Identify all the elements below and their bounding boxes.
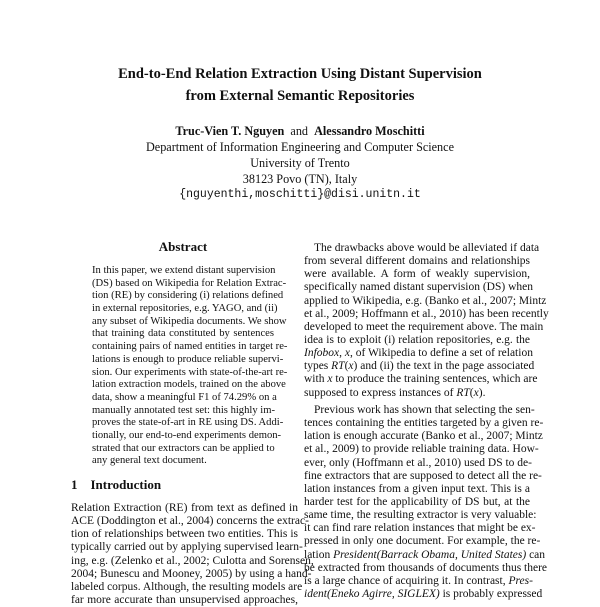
- text-line: [92, 417, 284, 430]
- text-line: [71, 541, 303, 554]
- text-segment: lations is enough to produce reliable supervi-: [92, 353, 284, 365]
- italic-text: Pres-: [508, 574, 533, 587]
- text-segment: sion. Our experiments with state-of-the-art re-: [92, 366, 288, 378]
- text-segment: ing, e.g. (Zelenko et al., 2002; Culotta and Sorensen,: [71, 554, 314, 567]
- text-line: [92, 265, 274, 278]
- text-line: [304, 430, 543, 443]
- text-segment: developed to meet the requirement above. The main: [304, 320, 544, 333]
- text-line: [304, 561, 548, 575]
- text-segment: applied to Wikipedia, e.g. (Banko et al., 2007; Mintz: [304, 294, 547, 307]
- text-line: [92, 290, 284, 303]
- text-line: [92, 328, 274, 341]
- text-segment: can: [526, 548, 546, 561]
- text-line: [304, 469, 542, 483]
- text-line: [304, 587, 543, 601]
- text-segment: tences containing the entities targeted by a given re-: [304, 417, 544, 430]
- text-line: [304, 360, 535, 373]
- text-line: [304, 548, 546, 562]
- department: Department of Information Engineering and Computer Science: [146, 140, 454, 154]
- text-segment: et al., 2009; Hoffmann et al., 2010) has been recently: [304, 307, 549, 320]
- text-segment: ACE (Doddington et al., 2004) concerns the extrac-: [71, 515, 309, 528]
- italic-text: x: [344, 347, 350, 360]
- text-line: [92, 353, 284, 367]
- text-segment: typically carried out by applying supervised learn-: [71, 541, 303, 554]
- text-segment: any general text document.: [92, 455, 207, 467]
- text-segment: fine extractors that are supposed to detect all the re-: [304, 469, 542, 482]
- text-line: [71, 594, 298, 607]
- text-line: [71, 554, 314, 568]
- text-line: [304, 404, 535, 417]
- text-segment: labeled corpus. Although, the resulting models are: [71, 580, 303, 593]
- text-segment: pressed in only one document. For example, the re-: [304, 535, 541, 548]
- text-segment: The drawbacks above would be alleviated if data: [314, 242, 540, 254]
- text-line: [304, 294, 547, 308]
- text-segment: in external repositories, e.g. YAGO, and (ii): [92, 303, 278, 315]
- text-segment: 2004; Bunescu and Mooney, 2005) by using a hand-: [71, 567, 312, 580]
- text-line: [304, 535, 541, 548]
- text-segment: from several different domains and relationships: [304, 255, 530, 268]
- text-line: [71, 580, 303, 594]
- text-segment: idea is to exploit (i) relation repositories, e.g. the: [304, 333, 530, 346]
- text-line: [304, 307, 549, 321]
- text-segment: it can find rare relation instances that might be ex-: [304, 522, 536, 535]
- text-segment: lation instances from a given input text. This is a: [304, 482, 530, 495]
- text-segment: (: [469, 386, 474, 399]
- author-1: Truc-Vien T. Nguyen: [175, 124, 285, 138]
- text-segment: is probably expressed: [439, 587, 543, 600]
- text-line: [304, 281, 533, 294]
- text-line: [304, 509, 537, 522]
- text-segment: et al., 2009) to provide reliable training data. How-: [304, 443, 539, 456]
- text-line: [92, 429, 282, 443]
- text-segment: lation is enough accurate (Banko et al., 2007; Mintz: [304, 430, 543, 443]
- italic-text: RT: [456, 386, 470, 399]
- text-line: [304, 347, 533, 360]
- text-segment: proves the state-of-art in RE using DS. Addi-: [92, 417, 284, 429]
- text-line: [304, 387, 530, 400]
- text-segment: any subset of Wikipedia documents. We show: [92, 315, 287, 327]
- text-segment: tionally, our end-to-end experiments demon-: [92, 429, 282, 441]
- text-line: [304, 334, 530, 347]
- text-line: [92, 277, 287, 291]
- text-segment: to produce the training sentences, which are: [332, 373, 538, 386]
- text-segment: manually annotated test set: this highly im-: [92, 404, 276, 416]
- text-segment: ).: [478, 386, 486, 399]
- text-segment: is a large chance of acquiring it. In contrast,: [304, 574, 509, 587]
- text-line: [304, 320, 544, 334]
- italic-text: x: [348, 360, 354, 373]
- text-line: [92, 366, 288, 380]
- text-line: [92, 303, 278, 316]
- text-line: [304, 443, 539, 456]
- text-line: [92, 341, 288, 354]
- text-segment: lation extraction models, trained on the above: [92, 379, 286, 391]
- right-column-paragraph-2: [304, 404, 548, 601]
- section-heading-introduction: [71, 477, 161, 493]
- text-line: [304, 483, 530, 496]
- university: University of Trento: [250, 156, 350, 170]
- text-segment: that training data constituted by sentences: [92, 328, 274, 340]
- address: 38123 Povo (TN), Italy: [242, 172, 358, 186]
- text-segment: ever, only (Hoffmann et al., 2010) used DS to de-: [304, 456, 532, 469]
- text-segment: , of Wikipedia to define a set of relation: [350, 347, 533, 360]
- author-email: {nguyenthi,moschitti}@disi.unitn.it: [179, 188, 421, 201]
- text-line: [304, 373, 538, 386]
- text-line: [304, 522, 536, 535]
- italic-text: RT: [331, 360, 345, 373]
- text-segment: harder test for the applicability of DS but, at the: [304, 495, 530, 508]
- text-segment: In this paper, we extend distant supervision: [92, 265, 276, 276]
- text-line: [92, 379, 286, 392]
- text-line: [92, 405, 274, 418]
- text-line: [92, 443, 274, 456]
- abstract-heading: Abstract: [158, 239, 208, 254]
- italic-text: ident(Eneko Agirre, SIGLEX): [304, 587, 440, 600]
- text-segment: with: [304, 373, 328, 386]
- author-conjunction: and: [290, 124, 309, 138]
- introduction-body: [71, 502, 314, 607]
- section-title: Introduction: [90, 477, 162, 492]
- text-segment: supposed to express instances of: [304, 386, 457, 399]
- text-line: [304, 268, 530, 281]
- author-2: Alessandro Moschitti: [314, 124, 425, 138]
- italic-text: President(Barrack Obama, United States): [333, 548, 527, 561]
- right-column-paragraph-1: [304, 242, 549, 400]
- text-segment: strated that our extractors can be applied to: [92, 442, 275, 454]
- text-segment: containing pairs of named entities in target re-: [92, 341, 288, 353]
- text-segment: be extracted from thousands of documents thus there: [304, 561, 548, 574]
- italic-text: x: [327, 373, 333, 386]
- text-line: [71, 515, 309, 528]
- text-line: [71, 502, 298, 515]
- text-segment: (: [344, 360, 349, 373]
- text-segment: specifically named distant supervision (DS) when: [304, 281, 533, 294]
- paper-title-line-2: from External Semantic Repositories: [185, 88, 415, 104]
- text-segment: were available. A form of weakly supervision,: [304, 268, 530, 281]
- text-segment: data, show a meaningful F1 of 74.29% on a: [92, 391, 277, 403]
- text-segment: tion of relationships between two entities. This is: [71, 528, 298, 541]
- text-line: [71, 567, 312, 581]
- text-line: [304, 242, 540, 255]
- text-line: [92, 315, 287, 329]
- text-line: [92, 391, 277, 405]
- italic-text: x: [473, 386, 479, 399]
- text-line: [71, 528, 298, 541]
- text-line: [92, 455, 274, 468]
- section-number: 1: [71, 477, 78, 492]
- text-segment: same time, the resulting extractor is very valuable:: [304, 509, 537, 522]
- text-line: [304, 496, 530, 509]
- text-segment: ) and (ii) the text in the page associated: [353, 360, 535, 373]
- text-segment: lation: [304, 548, 334, 561]
- text-segment: Previous work has shown that selecting the sen-: [314, 404, 535, 416]
- italic-text: Infobox: [304, 347, 340, 360]
- text-segment: types: [304, 360, 332, 373]
- text-line: [304, 255, 530, 268]
- text-segment: tion (RE) by considering (i) relations defined: [92, 290, 284, 302]
- abstract-body: [92, 265, 288, 468]
- text-segment: (DS) based on Wikipedia for Relation Extrac-: [92, 277, 287, 289]
- text-line: [304, 574, 533, 588]
- paper-title-line-1: End-to-End Relation Extraction Using Distant Supervision: [118, 66, 482, 82]
- text-segment: far more accurate than unsupervised approaches,: [71, 593, 298, 606]
- text-line: [304, 417, 544, 430]
- author-line: [0, 124, 600, 139]
- text-segment: Relation Extraction (RE) from text as defined in: [71, 502, 298, 514]
- text-line: [304, 457, 530, 470]
- text-segment: ,: [339, 347, 345, 360]
